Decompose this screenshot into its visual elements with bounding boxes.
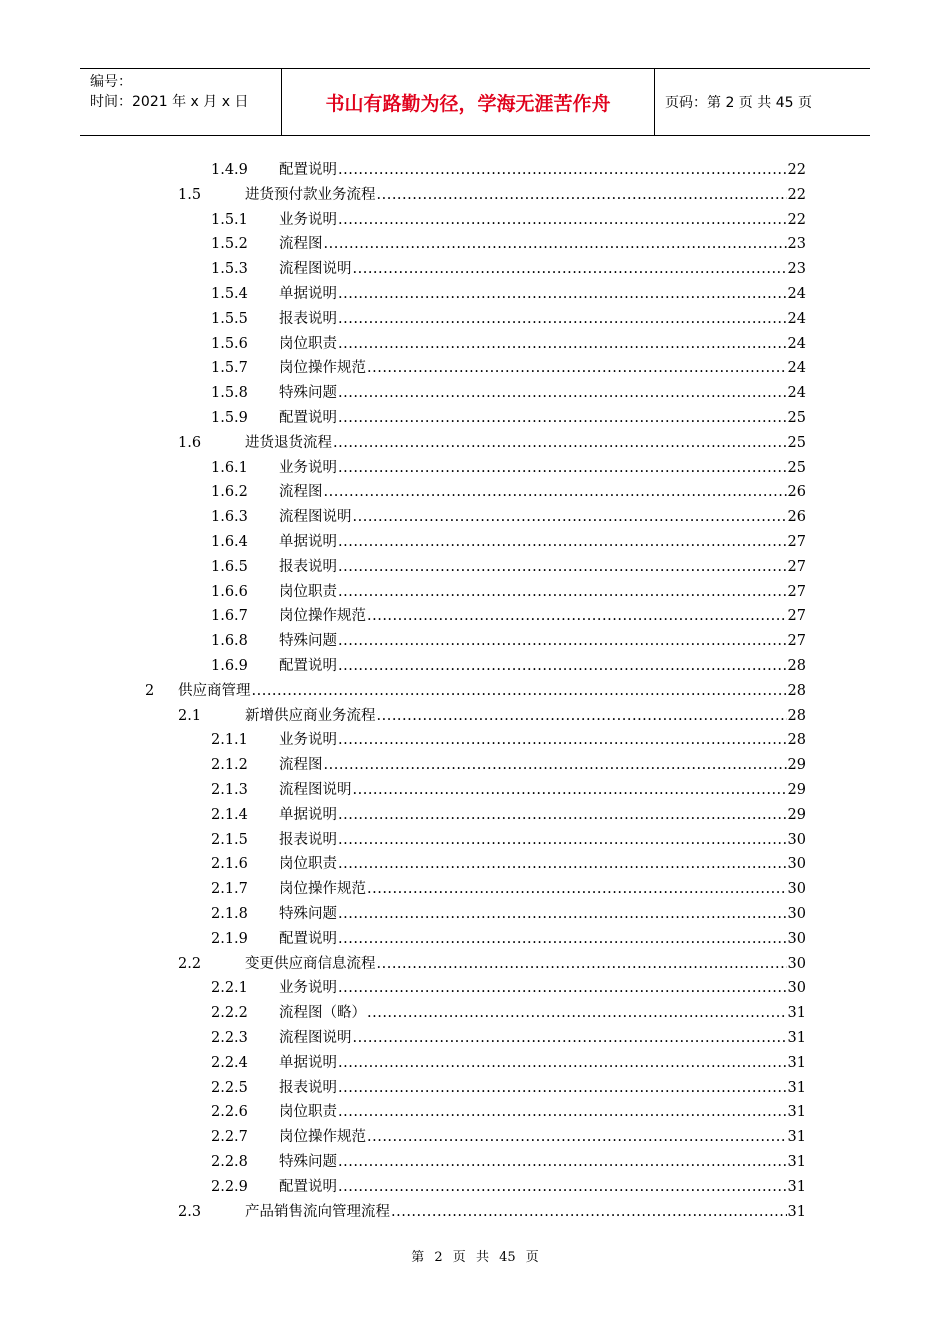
toc-entry-page: 31 [787,1178,806,1195]
toc-entry-title: 报表说明 [279,558,337,575]
toc-entry-page: 22 [787,186,806,203]
toc-entry-title: 流程图说明 [279,261,352,278]
toc-entry-title: 配置说明 [279,658,337,674]
toc-entry-title: 流程图 [279,484,323,501]
toc-entry-title: 特殊问题 [279,1154,337,1170]
toc-entry-number: 2 [145,682,155,699]
toc-entry[interactable] [211,381,806,405]
toc-entry[interactable] [211,530,806,554]
toc-dot-leader [338,976,787,1000]
toc-entry-number: 2.1.9 [211,930,248,947]
toc-dot-leader [338,803,787,827]
toc-entry[interactable] [211,1001,806,1025]
toc-entry[interactable] [211,1125,806,1149]
toc-entry-number: 1.6.3 [211,509,248,526]
toc-entry[interactable] [211,852,806,876]
toc-entry-page: 29 [787,757,806,774]
toc-entry-title: 特殊问题 [279,906,337,922]
toc-entry[interactable] [211,902,806,926]
toc-entry[interactable] [211,555,806,579]
toc-entry-number: 2.2.2 [211,1005,248,1022]
toc-entry-title: 流程图 [279,236,323,253]
toc-entry-title: 新增供应商业务流程 [245,707,376,724]
toc-entry-page: 27 [787,558,806,575]
toc-entry-title: 岗位操作规范 [279,1129,366,1146]
toc-dot-leader [367,604,787,628]
header-meta [80,69,282,135]
toc-entry-title: 变更供应商信息流程 [245,955,376,972]
toc-entry-number: 1.6.2 [211,484,248,501]
footer-ye: 页 [452,1250,466,1265]
toc-entry[interactable] [211,356,806,380]
toc-entry[interactable] [211,208,806,232]
toc-entry-number: 2.2 [178,955,202,972]
toc-entry-title: 岗位职责 [279,583,337,600]
toc-entry[interactable] [211,158,806,182]
toc-dot-leader [338,728,787,752]
toc-entry[interactable] [211,828,806,852]
toc-entry-title: 单据说明 [279,534,337,550]
header-motto: 书山有路勤为径，学海无涯苦作舟 [325,92,611,115]
toc-entry-page: 28 [787,682,806,699]
toc-entry-number: 2.1 [178,707,202,724]
toc-dot-leader [353,778,787,802]
toc-entry-page: 31 [787,1079,806,1096]
toc-entry-number: 2.2.7 [211,1129,248,1146]
toc-entry-page: 24 [787,335,806,352]
toc-entry-title: 进货预付款业务流程 [245,186,376,203]
toc-entry-number: 1.5.8 [211,385,248,402]
toc-entry-title: 岗位职责 [279,856,337,873]
toc-entry-page: 27 [787,608,806,625]
toc-entry[interactable] [211,257,806,281]
toc-entry[interactable] [211,1026,806,1050]
toc-entry[interactable] [178,952,806,976]
toc-entry-page: 30 [787,831,806,848]
toc-entry-page: 31 [787,1203,806,1220]
toc-dot-leader [377,183,787,207]
time-label: 时间：2021 年 x 月 x 日 [90,94,249,110]
toc-entry[interactable] [211,505,806,529]
toc-dot-leader [367,877,787,901]
toc-entry-number: 2.1.3 [211,782,248,798]
toc-entry-title: 流程图 [279,757,323,774]
toc-entry-number: 2.2.4 [211,1054,248,1071]
doc-number-label: 编号： [90,74,132,90]
toc-entry-title: 单据说明 [279,1054,337,1071]
toc-entry-page: 30 [787,881,806,898]
toc-dot-leader [333,431,787,455]
toc-entry-page: 31 [787,1154,806,1170]
toc-entry[interactable] [211,332,806,356]
toc-entry-number: 1.5.4 [211,286,248,302]
toc-entry-page: 30 [787,906,806,922]
toc-entry-number: 1.6.7 [211,608,248,625]
toc-entry-number: 1.5.2 [211,236,248,253]
toc-entry-title: 配置说明 [279,162,337,178]
toc-dot-leader [391,1200,787,1224]
toc-entry-page: 26 [787,484,806,501]
toc-entry-number: 1.5.1 [211,211,248,228]
toc-entry-number: 1.5.3 [211,261,248,278]
toc-entry[interactable] [211,1175,806,1199]
toc-entry-number: 1.6.8 [211,633,248,650]
toc-entry-page: 27 [787,583,806,600]
toc-entry-number: 1.5 [178,186,202,203]
toc-entry-number: 1.6 [178,434,202,451]
toc-dot-leader [338,158,787,182]
toc-entry[interactable] [178,183,806,207]
toc-entry-title: 配置说明 [279,410,337,426]
toc-entry-page: 22 [787,211,806,228]
toc-dot-leader [338,530,787,554]
toc-entry-number: 2.2.5 [211,1079,248,1096]
toc-entry-page: 31 [787,1054,806,1071]
toc-dot-leader [338,580,787,604]
toc-dot-leader [367,356,787,380]
toc-entry-title: 业务说明 [279,211,337,228]
toc-entry-page: 27 [787,633,806,650]
toc-entry-page: 28 [787,732,806,749]
toc-entry-number: 2.2.8 [211,1154,248,1170]
toc-entry[interactable] [211,580,806,604]
page-header [80,68,870,136]
toc-dot-leader [377,952,787,976]
toc-entry[interactable] [211,1051,806,1075]
toc-entry[interactable] [211,456,806,480]
toc-entry-title: 业务说明 [279,459,337,476]
toc-dot-leader [324,753,787,777]
toc-entry-number: 1.5.9 [211,410,248,426]
toc-entry-page: 24 [787,360,806,377]
toc-entry-title: 产品销售流向管理流程 [245,1203,390,1220]
toc-dot-leader [338,1051,787,1075]
toc-entry[interactable] [211,728,806,752]
toc-dot-leader [252,679,787,703]
toc-entry-number: 1.6.1 [211,459,248,476]
toc-dot-leader [338,1175,787,1199]
toc-entry-page: 23 [787,236,806,253]
toc-entry[interactable] [211,1150,806,1174]
toc-entry-number: 1.5.6 [211,335,248,352]
toc-dot-leader [338,902,787,926]
footer-page-number: 2 [434,1250,443,1265]
toc-entry-page: 30 [787,856,806,873]
toc-dot-leader [338,282,787,306]
toc-dot-leader [338,208,787,232]
toc-dot-leader [353,257,787,281]
toc-entry-title: 业务说明 [279,732,337,749]
toc-dot-leader [338,1150,787,1174]
toc-entry-number: 2.2.9 [211,1178,248,1195]
toc-entry-page: 25 [787,410,806,426]
toc-entry-number: 2.1.4 [211,806,248,823]
page-footer [0,1246,950,1265]
toc-entry[interactable] [211,480,806,504]
toc-entry-number: 1.4.9 [211,162,248,178]
toc-entry-page: 31 [787,1030,806,1046]
toc-entry-number: 2.1.7 [211,881,248,898]
toc-entry[interactable] [211,803,806,827]
toc-entry-number: 2.2.1 [211,980,248,997]
toc-entry-title: 单据说明 [279,286,337,302]
toc-dot-leader [338,555,787,579]
toc-entry-number: 1.6.4 [211,534,248,550]
toc-entry-title: 配置说明 [279,930,337,947]
toc-entry-title: 流程图（略） [279,1005,366,1022]
toc-dot-leader [338,307,787,331]
toc-entry-title: 岗位操作规范 [279,608,366,625]
toc-entry-number: 2.1.1 [211,732,248,749]
footer-gong: 共 [475,1250,489,1265]
footer-ye-2: 页 [525,1250,539,1265]
footer-total-pages: 45 [499,1250,516,1265]
toc-entry[interactable] [178,704,806,728]
footer-di: 第 [411,1250,425,1265]
toc-entry-title: 业务说明 [279,980,337,997]
toc-entry-page: 22 [787,162,806,178]
toc-entry-title: 报表说明 [279,831,337,848]
toc-dot-leader [338,1076,787,1100]
toc-dot-leader [338,828,787,852]
toc-entry[interactable] [178,1200,806,1224]
toc-dot-leader [367,1001,787,1025]
toc-entry-title: 岗位职责 [279,335,337,352]
toc-entry-number: 2.1.8 [211,906,248,922]
toc-entry-page: 25 [787,434,806,451]
toc-dot-leader [377,704,787,728]
toc-entry[interactable] [211,753,806,777]
toc-entry[interactable] [211,282,806,306]
toc-dot-leader [353,1026,787,1050]
toc-entry[interactable] [211,406,806,430]
toc-entry-number: 2.1.2 [211,757,248,774]
toc-dot-leader [338,852,787,876]
toc-entry[interactable] [145,679,806,703]
toc-entry-page: 31 [787,1104,806,1121]
toc-dot-leader [338,381,787,405]
toc-entry-page: 26 [787,509,806,526]
toc-dot-leader [367,1125,787,1149]
toc-entry[interactable] [211,976,806,1000]
toc-entry-title: 特殊问题 [279,633,337,650]
toc-entry-title: 报表说明 [279,310,337,327]
toc-entry-number: 1.5.7 [211,360,248,377]
toc-entry-title: 供应商管理 [178,682,251,699]
toc-entry-title: 配置说明 [279,1178,337,1195]
toc-entry-number: 1.6.9 [211,658,248,674]
toc-entry[interactable] [211,1076,806,1100]
toc-entry-title: 进货退货流程 [245,434,332,451]
toc-entry[interactable] [211,877,806,901]
toc-dot-leader [338,927,787,951]
toc-entry[interactable] [178,431,806,455]
toc-entry-page: 24 [787,286,806,302]
toc-entry-page: 25 [787,459,806,476]
toc-entry[interactable] [211,927,806,951]
header-page-info: 页码：第 2 页 共 45 页 [665,95,812,111]
toc-entry[interactable] [211,232,806,256]
toc-dot-leader [324,232,787,256]
toc-entry-number: 2.2.3 [211,1030,248,1046]
header-motto-cell [282,69,655,135]
toc-entry-number: 1.6.6 [211,583,248,600]
toc-entry-page: 29 [787,806,806,823]
toc-entry-title: 流程图说明 [279,509,352,526]
toc-entry-page: 29 [787,782,806,798]
toc-entry-page: 31 [787,1129,806,1146]
toc-dot-leader [338,654,787,678]
toc-entry-page: 24 [787,385,806,402]
toc-entry-title: 岗位职责 [279,1104,337,1121]
toc-entry-page: 30 [787,955,806,972]
toc-entry-page: 24 [787,310,806,327]
toc-entry[interactable] [211,654,806,678]
toc-entry[interactable] [211,778,806,802]
toc-entry-number: 1.6.5 [211,558,248,575]
toc-dot-leader [338,629,787,653]
toc-entry-page: 31 [787,1005,806,1022]
toc-dot-leader [338,456,787,480]
toc-dot-leader [338,332,787,356]
toc-entry-title: 特殊问题 [279,385,337,402]
toc-entry-page: 23 [787,261,806,278]
toc-entry-page: 28 [787,658,806,674]
toc-entry-page: 27 [787,534,806,550]
toc-entry[interactable] [211,1100,806,1124]
toc-entry-title: 报表说明 [279,1079,337,1096]
toc-entry-number: 1.5.5 [211,310,248,327]
toc-entry[interactable] [211,629,806,653]
toc-entry-number: 2.3 [178,1203,202,1220]
toc-dot-leader [338,1100,787,1124]
toc-entry-title: 流程图说明 [279,782,352,798]
toc-dot-leader [353,505,787,529]
toc-entry-title: 流程图说明 [279,1030,352,1046]
toc-entry-page: 30 [787,930,806,947]
toc-entry-number: 2.1.6 [211,856,248,873]
toc-entry-title: 单据说明 [279,806,337,823]
toc-entry-page: 30 [787,980,806,997]
toc-dot-leader [324,480,787,504]
toc-entry-title: 岗位操作规范 [279,881,366,898]
toc-entry-number: 2.2.6 [211,1104,248,1121]
toc-entry-title: 岗位操作规范 [279,360,366,377]
toc-entry-page: 28 [787,707,806,724]
toc-entry-number: 2.1.5 [211,831,248,848]
toc-entry[interactable] [211,307,806,331]
toc-dot-leader [338,406,787,430]
toc-entry[interactable] [211,604,806,628]
